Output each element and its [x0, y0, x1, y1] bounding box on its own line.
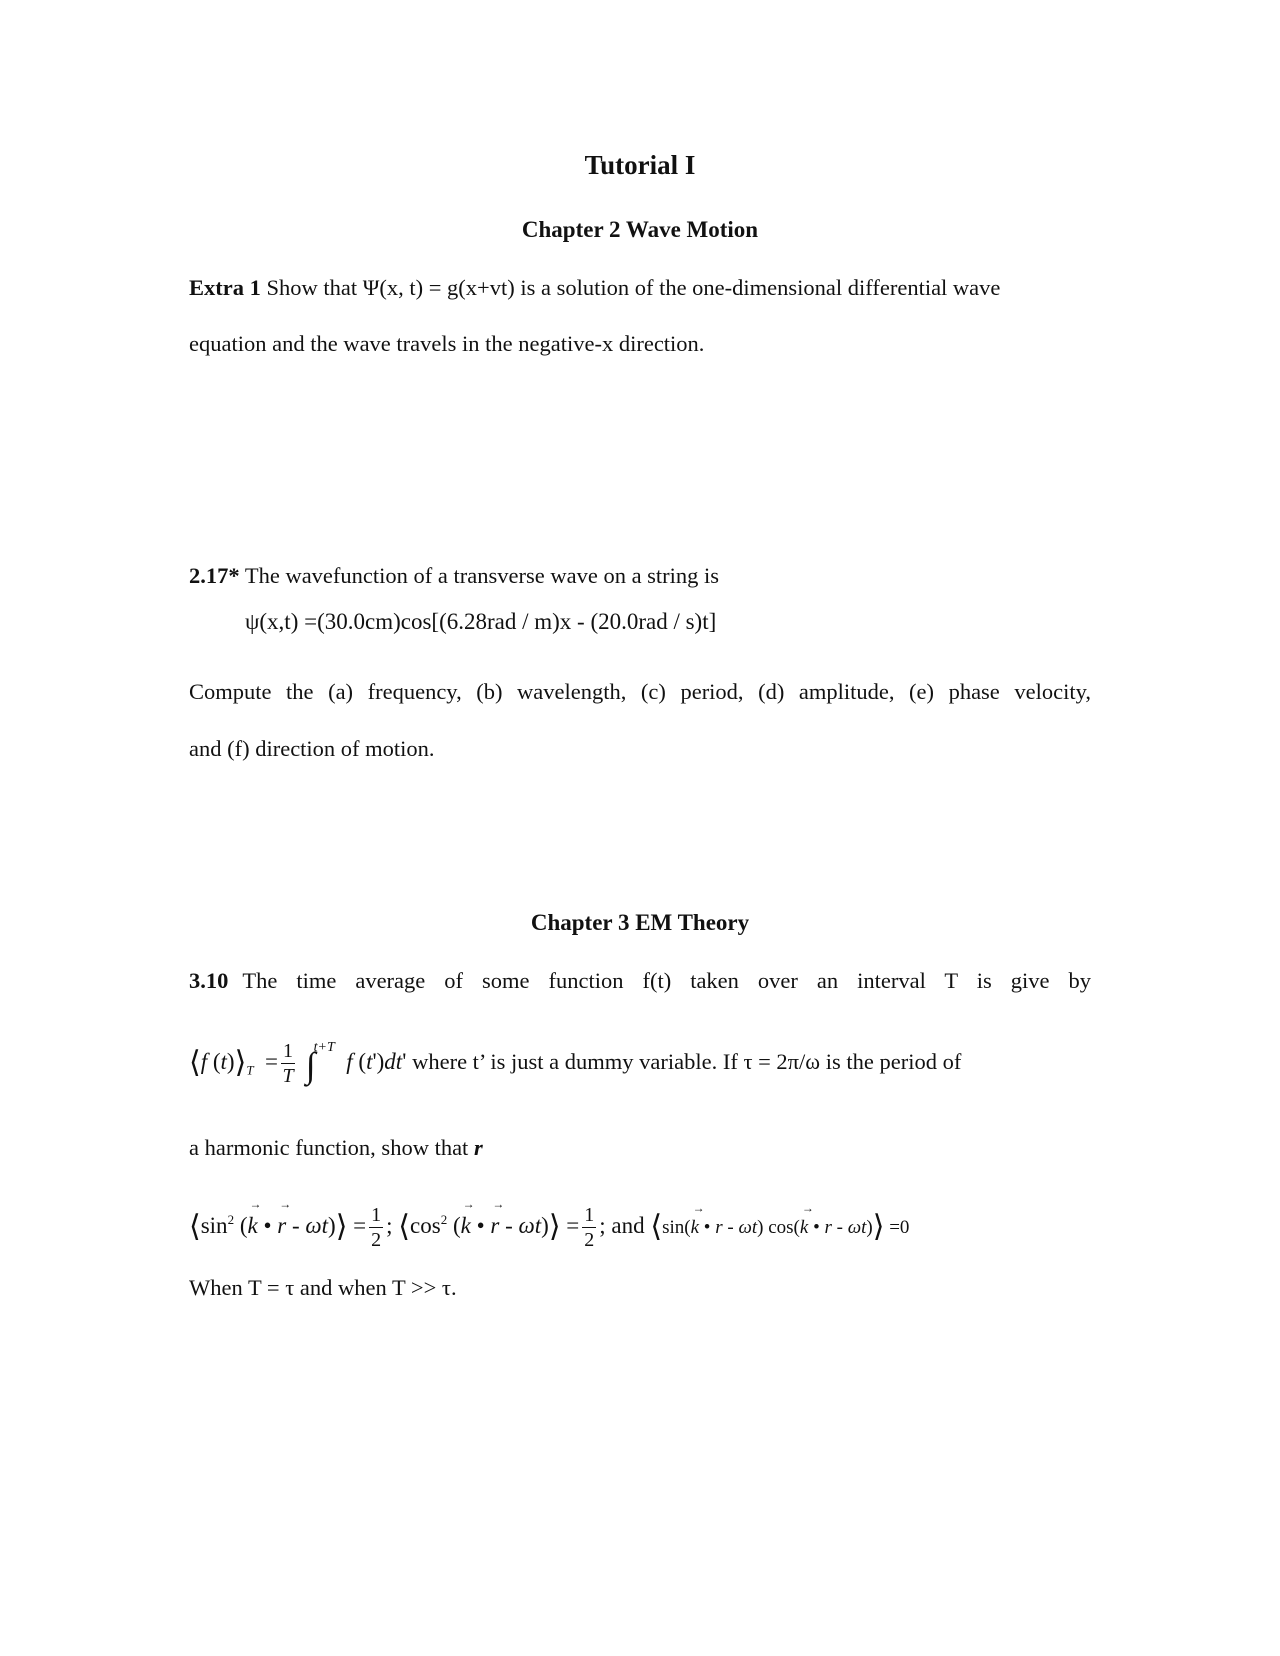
p310-final-line: When T = τ and when T >> τ. [189, 1275, 457, 1300]
vector-r-label: r [473, 1135, 483, 1160]
p217-intro-line [189, 563, 719, 589]
extra1-text: Show that Ψ(x, t) = g(x+vt) is a solution of the one-dimensional differential wave [266, 275, 1001, 300]
time-average-expression: ⟨f $(t)⟩_T$ = $\frac{1}{T}$ ∫$^{t+T}$ f (t')dt' [189, 1040, 413, 1088]
p217-intro: The wavefunction of a transverse wave on a string is [244, 563, 720, 588]
chapter-2-heading: Chapter 2 Wave Motion [521, 217, 759, 242]
p217-label: 2.17* [189, 563, 240, 588]
p310-line3: a harmonic function, show that r [189, 1135, 483, 1160]
extra1-line1 [189, 275, 1000, 301]
extra1-label: Extra 1 [189, 275, 261, 300]
p310-label: 3.10 [189, 968, 229, 993]
p310-intro-line [189, 968, 1091, 994]
p217-line2: and (f) direction of motion. [189, 736, 435, 761]
integral-icon: ∫ [305, 1045, 316, 1085]
chapter-3-heading: Chapter 3 EM Theory [530, 910, 750, 935]
p217-wave-equation: ψ(x,t) =(30.0cm)cos[(6.28rad / m)x - (20.0rad / s)t] [245, 609, 717, 634]
harmonic-averages-equations: $⟨\sin^2$ (→ k • → r - ωt)⟩ = $\frac{1}{2}$ ; $⟨\cos^2$ (→ k • → r - ωt)⟩ = $\frac{1}{2}$ ; and ⟨sin(→ k • r - ωt) cos(→ k • r - ωt)⟩ =0 [189, 1205, 909, 1250]
page-title: Tutorial I [584, 150, 696, 180]
and-word: ; and [599, 1212, 645, 1238]
p217-line1: Compute the (a) frequency, (b) wavelength, (c) period, (d) amplitude, (e) phase velocity, [189, 679, 1091, 704]
time-average-formula [189, 1040, 961, 1086]
p310-integral-rest: where t’ is just a dummy variable. If τ = 2π/ω is the period of [412, 1049, 962, 1074]
p310-intro: The time average of some function f(t) taken over an interval T is give by [242, 968, 1091, 993]
extra1-line2: equation and the wave travels in the negative-x direction. [189, 331, 705, 356]
